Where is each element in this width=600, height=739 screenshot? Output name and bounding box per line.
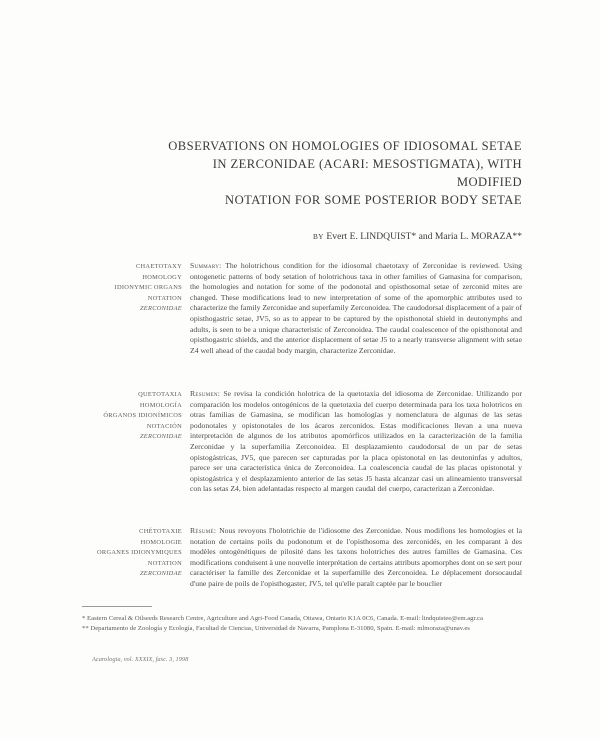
french-keywords <box>70 527 182 580</box>
title-line-3: NOTATION FOR SOME POSTERIOR BODY SETAE <box>225 193 522 207</box>
keyword: IDIONYMIC ORGANS <box>114 284 182 292</box>
resume-text: Nous revoyons l'holotrichie de l'idiosome des Zerconidae. Nous modifions les homologies et la notation de certains poils du podonotum et de l'opisthosoma des zerconidés, en les comparant à des modèles ontogénétiques de pilosité dans les taxons holotriches des autres familles de Gamasina. Ces modifications conduisent à une nouvelle interprétation de certains attributs apomorphes dont on se sert pour caractériser la famille des Zerconidae et la superfamille des Zerconoidea. Le déplacement dorsocaudal d'une paire de poils de l'opisthogaster, JV5, tel qu'elle paraît captée par le bouclier <box>190 526 523 588</box>
keyword: CHAETOTAXY <box>135 263 182 270</box>
keyword: NOTATION <box>147 559 182 567</box>
english-summary <box>190 261 522 356</box>
resumen-text: Se revisa la condición holotrica de la quetotaxia del idiosoma de Zerconidae. Utilizando por comparación los modelos ontogénicos de la quetotaxia del cuerpo determinada para los taxa holotricos en otras familias de Gamasina, se modifican las homologías y nomenclatura de algunas de las setas podonotales y opistonotales de los ácaros zerconidos. Estas modificaciones llevan a una nueva interpretación de algunos de los atributos apomórficos utilizados en la caracterización de la familia Zerconidae y la superfamilia Zerconoidea. El desplazamiento caudodorsal de un par de setas opistogástricas, JV5, que parecen ser capturadas por la placa opistonotal en las deutoninfas y adultos, parece ser una característica única de Zerconoidea. La coalescencia caudal de las placas opistonotal y opistogástrica y el desplazamiento anterior de las setas J5 hasta alcanzar casi un alineamiento transversal con las setas Z4, bien adelantadas respecto al margen caudal del cuerpo, caracterizan a Zerconidae. <box>190 389 523 494</box>
keyword: HOMOLOGÍA <box>139 401 182 409</box>
keyword: HOMOLOGIE <box>140 538 182 546</box>
journal-citation: Acarologia, vol. XXXIX, fasc. 3, 1998 <box>92 656 189 663</box>
title-line-1: OBSERVATIONS ON HOMOLOGIES OF IDIOSOMAL SETAE <box>168 139 522 153</box>
title-line-2: IN ZERCONIDAE (ACARI: MESOSTIGMATA), WITH MODIFIED <box>212 157 522 189</box>
spanish-resumen <box>190 389 522 495</box>
keyword: NOTACIÓN <box>146 422 182 430</box>
keyword: ORGANES IDIONYMIQUES <box>97 549 182 557</box>
keyword: ZERCONIDAE <box>139 570 182 578</box>
keyword: QUETOTAXIA <box>138 391 182 398</box>
spanish-keywords <box>70 390 182 443</box>
paper-title <box>150 137 522 209</box>
keyword: HOMOLOGY <box>142 273 182 281</box>
keyword: CHÉTOTAXIE <box>139 528 182 535</box>
author-line <box>260 231 522 242</box>
keyword: ZERCONIDAE <box>139 305 182 313</box>
footnote-2: ** Departamento de Zoología y Ecología, Facultad de Ciencias, Universidad de Navarra, Pamplona E-31080, Spain. E-mail: mlmoraza@unav.es <box>82 625 470 633</box>
french-resume <box>190 526 522 590</box>
resume-heading: Résumé: <box>190 526 217 535</box>
keyword: ZERCONIDAE <box>139 433 182 441</box>
footnote-rule <box>82 606 152 607</box>
author-names: Evert E. LINDQUIST* and Maria L. MORAZA** <box>326 231 522 242</box>
english-keywords <box>70 262 182 315</box>
summary-text: The holotrichous condition for the idiosomal chaetotaxy of Zerconidae is reviewed. Using ontogenetic patterns of body setation of holotrichous taxa in other families of Gamasina for comparison, the homologies and notation for some of the podonotal and opisthosomal setae of zerconid mites are changed. These modifications lead to new interpretation of some of the apomorphic attributes used to characterize the family Zerconidae and superfamily Zerconoidea. The caudodorsal displacement of a pair of opisthogastric setae, JV5, so as to appear to be captured by the opisthonotal shield in deutonymphs and adults, is seen to be a unique characteristic of Zerconoidea. The caudal coalescence of the opisthonotal and opisthogastric shields, and the anterior displacement of setae J5 to a nearly transverse alignment with setae Z4 well ahead of the caudal body margin, characterize Zerconidae. <box>190 261 522 355</box>
keyword: NOTATION <box>147 294 182 302</box>
resumen-heading: Resumen: <box>190 389 221 398</box>
by-label: BY <box>313 233 325 241</box>
summary-heading: Summary: <box>190 261 222 270</box>
footnote-1: * Eastern Cereal & Oilseeds Research Centre, Agriculture and Agri-Food Canada, Ottawa, Ontario K1A 0C6, Canada. E-mail: lindquistee@em.agr.ca <box>82 615 483 622</box>
keyword: ÓRGANOS IDIONÍMICOS <box>103 412 182 420</box>
footnotes <box>82 614 522 635</box>
